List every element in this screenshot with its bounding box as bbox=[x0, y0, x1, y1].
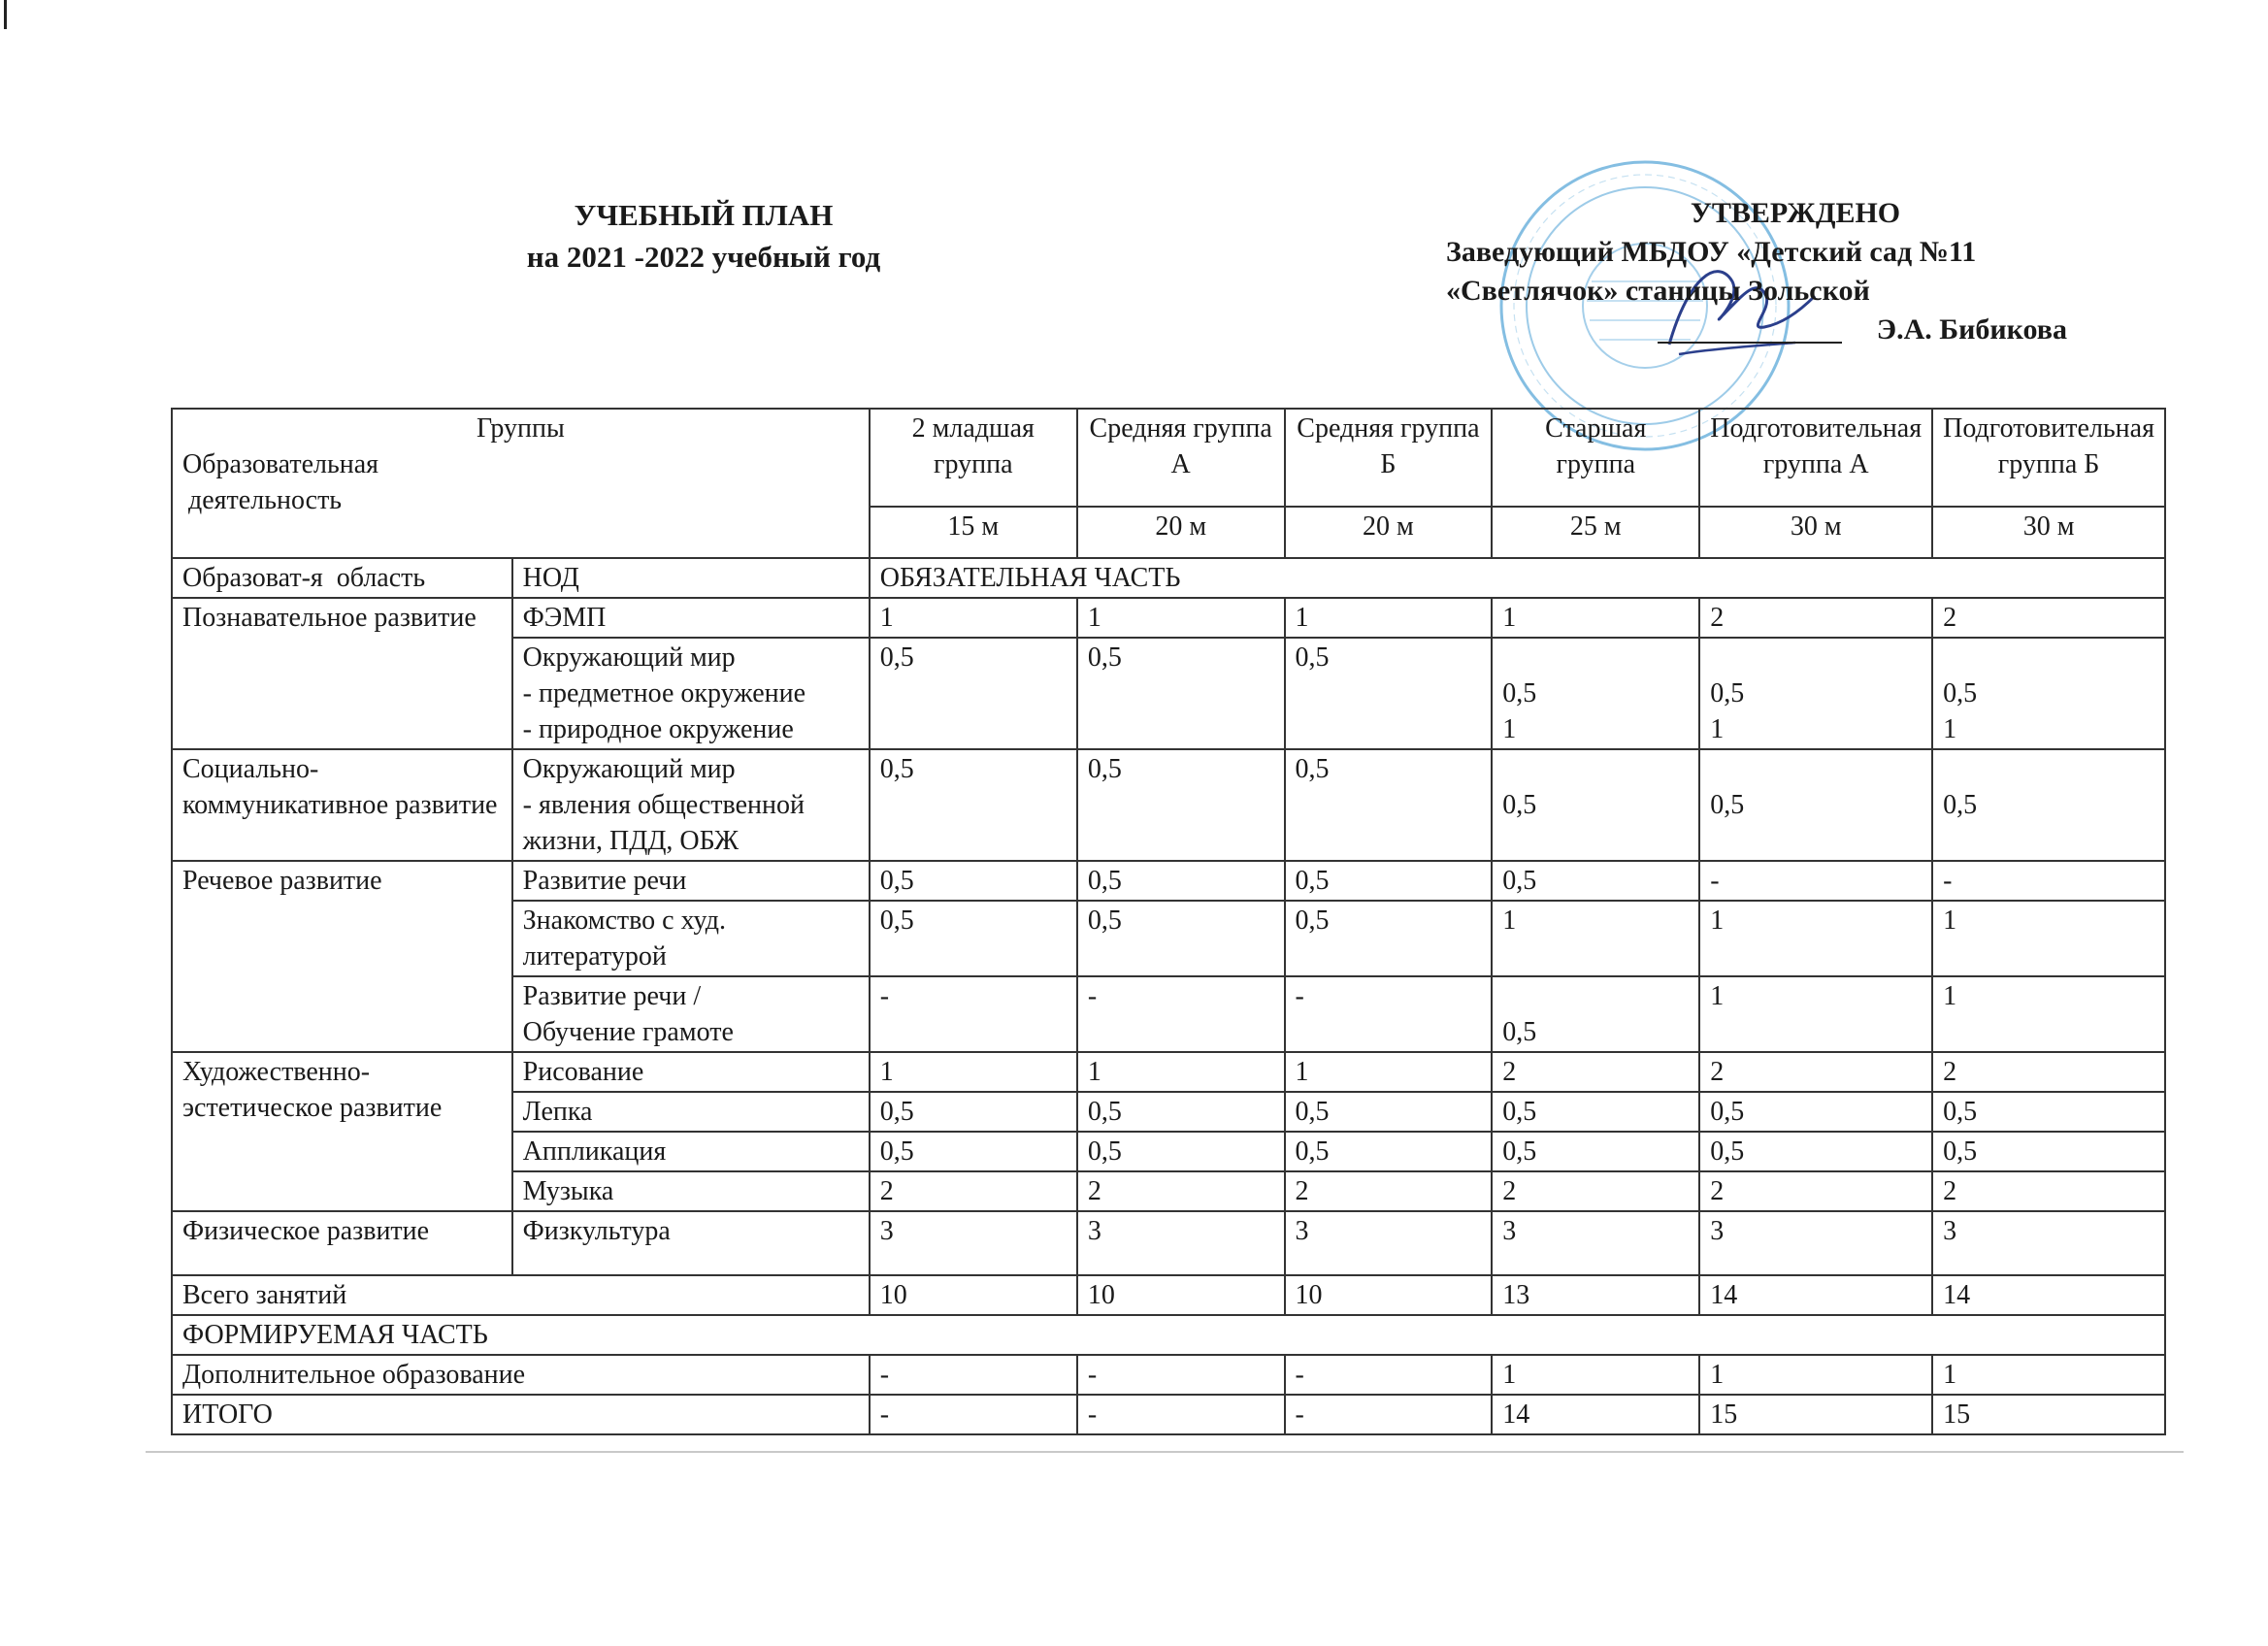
activity-applique: Аппликация bbox=[512, 1132, 870, 1171]
value-cell: 2 bbox=[1492, 1052, 1699, 1092]
value-subject: 0,5 bbox=[1710, 678, 1745, 708]
value-social: 0,5 bbox=[1710, 790, 1745, 820]
curriculum-table bbox=[171, 408, 2166, 1435]
value-cell: 2 bbox=[1932, 1171, 2165, 1211]
approval-line-1: Заведующий МБДОУ «Детский сад №11 bbox=[1446, 236, 1977, 268]
value-cell: - bbox=[1285, 1395, 1493, 1434]
groups-label: Группы bbox=[476, 413, 565, 444]
approval-block bbox=[1446, 194, 2067, 349]
value-cell: 1 bbox=[1285, 598, 1493, 638]
value-cell bbox=[1492, 976, 1699, 1052]
duration-cell: 20 м bbox=[1285, 507, 1493, 558]
mandatory-part-label: ОБЯЗАТЕЛЬНАЯ ЧАСТЬ bbox=[870, 558, 2165, 598]
group-header: Старшая группа bbox=[1492, 409, 1699, 507]
activity-social-sub1: - явления общественной bbox=[522, 790, 805, 820]
duration-cell: 30 м bbox=[1699, 507, 1932, 558]
activity-social bbox=[512, 749, 870, 861]
value-nature: 1 bbox=[1943, 714, 1957, 744]
value-cell: 0,5 bbox=[870, 638, 1077, 749]
value-cell: 2 bbox=[1932, 598, 2165, 638]
value-cell bbox=[1699, 749, 1932, 861]
value-cell: 3 bbox=[1285, 1211, 1493, 1275]
value-literacy-senior: 0,5 bbox=[1502, 1017, 1537, 1047]
value-cell: 0,5 bbox=[1077, 1132, 1285, 1171]
value-cell: 1 bbox=[1492, 901, 1699, 976]
duration-cell: 15 м bbox=[870, 507, 1077, 558]
activity-speech-dev: Развитие речи bbox=[512, 861, 870, 901]
value-cell: 1 bbox=[870, 598, 1077, 638]
activity-label-1: Образовательная bbox=[182, 449, 379, 479]
scan-artifact-line bbox=[146, 1451, 2184, 1453]
activity-modeling: Лепка bbox=[512, 1092, 870, 1132]
academic-year: на 2021 -2022 учебный год bbox=[526, 240, 881, 274]
value-cell: 2 bbox=[1285, 1171, 1493, 1211]
value-cell: 15 bbox=[1699, 1395, 1932, 1434]
additional-education-label: Дополнительное образование bbox=[172, 1355, 870, 1395]
value-cell: 1 bbox=[1285, 1052, 1493, 1092]
value-cell: - bbox=[870, 1355, 1077, 1395]
activity-literacy-line2: Обучение грамоте bbox=[522, 1017, 734, 1047]
value-cell: 0,5 bbox=[1932, 1132, 2165, 1171]
table-row bbox=[172, 1211, 2165, 1275]
value-cell: - bbox=[1699, 861, 1932, 901]
value-cell: - bbox=[1285, 1355, 1493, 1395]
value-cell: 0,5 bbox=[1492, 861, 1699, 901]
group-header: Средняя группа А bbox=[1077, 409, 1285, 507]
value-cell: 14 bbox=[1699, 1275, 1932, 1315]
value-cell: 3 bbox=[1699, 1211, 1932, 1275]
value-cell: 1 bbox=[1932, 976, 2165, 1052]
value-cell: 2 bbox=[1699, 1171, 1932, 1211]
value-nature: 1 bbox=[1710, 714, 1725, 744]
section-row bbox=[172, 558, 2165, 598]
value-cell: 1 bbox=[1932, 1355, 2165, 1395]
value-cell: 0,5 bbox=[1699, 1092, 1932, 1132]
value-cell: - bbox=[1077, 1395, 1285, 1434]
activity-label-2: деятельность bbox=[188, 485, 343, 515]
activity-social-name: Окружающий мир bbox=[522, 754, 736, 784]
value-cell: 0,5 bbox=[1077, 638, 1285, 749]
additional-education-row bbox=[172, 1355, 2165, 1395]
value-cell: 1 bbox=[1699, 901, 1932, 976]
value-subject: 0,5 bbox=[1943, 678, 1978, 708]
grand-total-row bbox=[172, 1395, 2165, 1434]
table-row bbox=[172, 598, 2165, 638]
area-cognitive: Познавательное развитие bbox=[172, 598, 512, 749]
duration-cell: 20 м bbox=[1077, 507, 1285, 558]
value-cell: 3 bbox=[1492, 1211, 1699, 1275]
activity-music: Музыка bbox=[512, 1171, 870, 1211]
value-cell: 0,5 bbox=[870, 901, 1077, 976]
signature-rule bbox=[1658, 316, 1842, 344]
activity-literature bbox=[512, 901, 870, 976]
area-speech: Речевое развитие bbox=[172, 861, 512, 1052]
value-cell: 10 bbox=[870, 1275, 1077, 1315]
approval-line-2: «Светлячок» станицы Зольской bbox=[1446, 275, 1870, 307]
activity-literacy-line1: Развитие речи / bbox=[522, 981, 702, 1011]
value-cell bbox=[1932, 749, 2165, 861]
value-cell: 0,5 bbox=[870, 1132, 1077, 1171]
value-cell: 0,5 bbox=[1932, 1092, 2165, 1132]
value-cell: 10 bbox=[1077, 1275, 1285, 1315]
value-cell: 0,5 bbox=[1077, 749, 1285, 861]
value-cell: 1 bbox=[870, 1052, 1077, 1092]
area-column-label: Образоват-я область bbox=[172, 558, 512, 598]
value-cell: - bbox=[1932, 861, 2165, 901]
corner-cell bbox=[172, 409, 870, 558]
value-cell: 0,5 bbox=[1077, 1092, 1285, 1132]
value-cell bbox=[1699, 638, 1932, 749]
formed-part-row bbox=[172, 1315, 2165, 1355]
total-classes-label: Всего занятий bbox=[172, 1275, 870, 1315]
value-cell: 10 bbox=[1285, 1275, 1493, 1315]
activity-world-name: Окружающий мир bbox=[522, 642, 736, 673]
value-cell: 1 bbox=[1492, 1355, 1699, 1395]
value-cell: 1 bbox=[1699, 976, 1932, 1052]
value-cell: 3 bbox=[1077, 1211, 1285, 1275]
value-cell: 13 bbox=[1492, 1275, 1699, 1315]
activity-literacy bbox=[512, 976, 870, 1052]
approval-heading: УТВЕРЖДЕНО bbox=[1690, 197, 1901, 229]
value-cell: 1 bbox=[1492, 598, 1699, 638]
value-cell bbox=[1492, 638, 1699, 749]
value-social: 0,5 bbox=[1502, 790, 1537, 820]
value-cell bbox=[1932, 638, 2165, 749]
value-nature: 1 bbox=[1502, 714, 1517, 744]
value-cell: 0,5 bbox=[1492, 1132, 1699, 1171]
scan-edge-mark bbox=[4, 0, 7, 29]
activity-literature-line2: литературой bbox=[522, 941, 667, 971]
area-art: Художественно-эстетическое развитие bbox=[172, 1052, 512, 1211]
value-cell: 0,5 bbox=[1285, 1132, 1493, 1171]
table-row bbox=[172, 1052, 2165, 1092]
value-cell: 2 bbox=[1932, 1052, 2165, 1092]
value-cell: 1 bbox=[1699, 1355, 1932, 1395]
value-cell: 1 bbox=[1077, 598, 1285, 638]
activity-drawing: Рисование bbox=[512, 1052, 870, 1092]
nod-column-label: НОД bbox=[512, 558, 870, 598]
value-cell: 1 bbox=[1932, 901, 2165, 976]
document-title: УЧЕБНЫЙ ПЛАН bbox=[574, 198, 834, 232]
value-cell: 2 bbox=[1699, 598, 1932, 638]
activity-world-sub2: - природное окружение bbox=[522, 714, 794, 744]
table-row bbox=[172, 861, 2165, 901]
value-cell: - bbox=[870, 976, 1077, 1052]
table-header-row bbox=[172, 409, 2165, 507]
value-cell bbox=[1492, 749, 1699, 861]
value-cell: 2 bbox=[1699, 1052, 1932, 1092]
formed-part-label: ФОРМИРУЕМАЯ ЧАСТЬ bbox=[172, 1315, 2165, 1355]
area-social: Социально-коммуникативное развитие bbox=[172, 749, 512, 861]
activity-social-sub2: жизни, ПДД, ОБЖ bbox=[522, 826, 740, 856]
value-cell: - bbox=[1077, 976, 1285, 1052]
duration-cell: 25 м bbox=[1492, 507, 1699, 558]
value-cell: 0,5 bbox=[1077, 861, 1285, 901]
value-cell: 0,5 bbox=[1285, 749, 1493, 861]
value-cell: 0,5 bbox=[870, 749, 1077, 861]
value-cell: 0,5 bbox=[1699, 1132, 1932, 1171]
group-header: Подготовительная группа А bbox=[1699, 409, 1932, 507]
value-cell: 0,5 bbox=[870, 861, 1077, 901]
activity-world bbox=[512, 638, 870, 749]
value-cell: 0,5 bbox=[1285, 1092, 1493, 1132]
value-cell: 3 bbox=[870, 1211, 1077, 1275]
duration-cell: 30 м bbox=[1932, 507, 2165, 558]
value-cell: 0,5 bbox=[1285, 638, 1493, 749]
value-cell: 14 bbox=[1492, 1395, 1699, 1434]
value-cell: 3 bbox=[1932, 1211, 2165, 1275]
grand-total-label: ИТОГО bbox=[172, 1395, 870, 1434]
signatory-name: Э.А. Бибикова bbox=[1876, 313, 2067, 346]
value-cell: 2 bbox=[870, 1171, 1077, 1211]
area-physical: Физическое развитие bbox=[172, 1211, 512, 1275]
activity-literature-line1: Знакомство с худ. bbox=[522, 905, 726, 936]
table-row bbox=[172, 749, 2165, 861]
value-cell: 0,5 bbox=[1285, 901, 1493, 976]
value-cell: - bbox=[870, 1395, 1077, 1434]
value-cell: 2 bbox=[1077, 1171, 1285, 1211]
activity-pe: Физкультура bbox=[512, 1211, 870, 1275]
value-cell: 0,5 bbox=[1285, 861, 1493, 901]
title-block bbox=[388, 194, 1019, 278]
value-cell: - bbox=[1285, 976, 1493, 1052]
signature-line bbox=[1446, 311, 2067, 349]
activity-world-sub1: - предметное окружение bbox=[522, 678, 806, 708]
value-cell: 14 bbox=[1932, 1275, 2165, 1315]
group-header: Средняя группа Б bbox=[1285, 409, 1493, 507]
activity-femp: ФЭМП bbox=[512, 598, 870, 638]
value-cell: 0,5 bbox=[1077, 901, 1285, 976]
value-cell: 0,5 bbox=[1492, 1092, 1699, 1132]
value-social: 0,5 bbox=[1943, 790, 1978, 820]
value-cell: - bbox=[1077, 1355, 1285, 1395]
value-cell: 0,5 bbox=[870, 1092, 1077, 1132]
value-cell: 15 bbox=[1932, 1395, 2165, 1434]
group-header: 2 младшая группа bbox=[870, 409, 1077, 507]
value-subject: 0,5 bbox=[1502, 678, 1537, 708]
value-cell: 1 bbox=[1077, 1052, 1285, 1092]
group-header: Подготовительная группа Б bbox=[1932, 409, 2165, 507]
total-classes-row bbox=[172, 1275, 2165, 1315]
value-cell: 2 bbox=[1492, 1171, 1699, 1211]
